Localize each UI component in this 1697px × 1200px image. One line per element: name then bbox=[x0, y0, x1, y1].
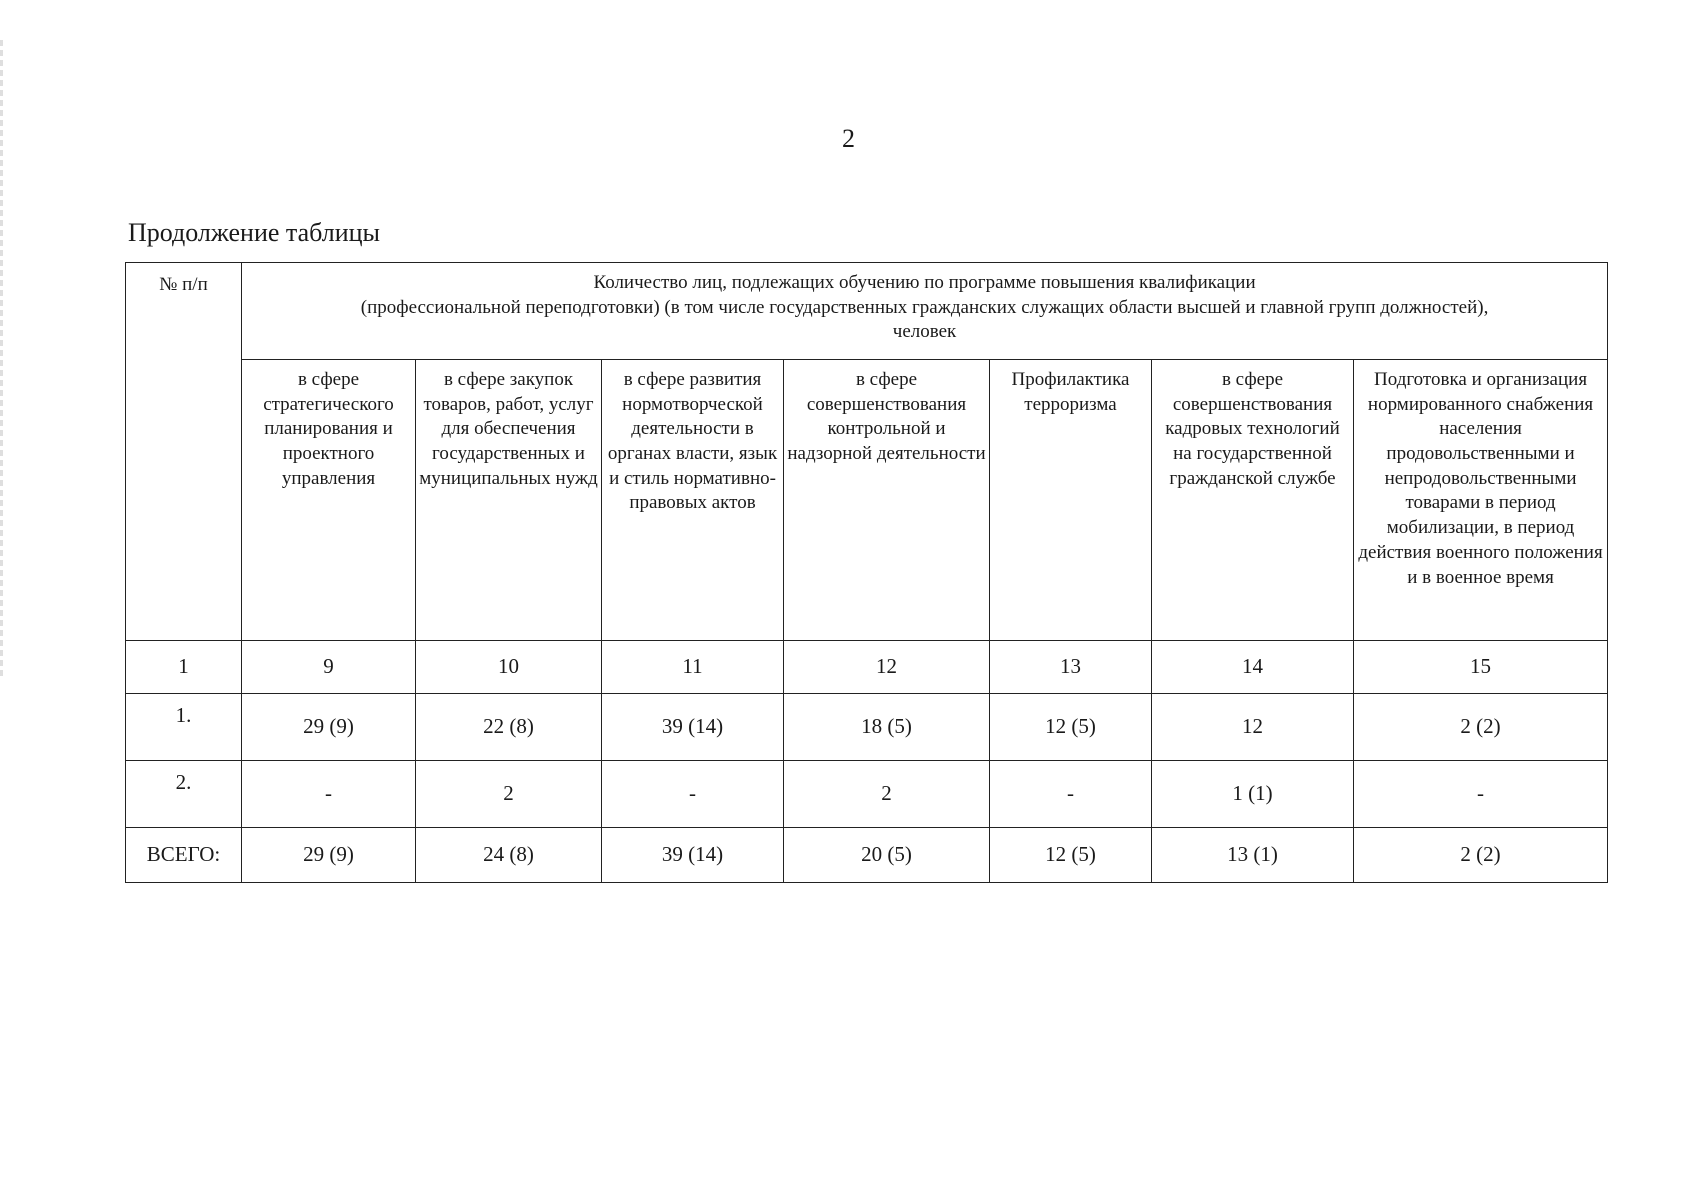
total-cell: 39 (14) bbox=[602, 828, 784, 883]
table-cell: - bbox=[242, 761, 416, 828]
sub-header-hr-technologies: в сфере совершенствования кадровых технологий на государственной гражданской службе bbox=[1152, 360, 1354, 641]
table-cell: 39 (14) bbox=[602, 694, 784, 761]
table-cell: - bbox=[990, 761, 1152, 828]
table-cell: 2 bbox=[416, 761, 602, 828]
column-number: 1 bbox=[126, 641, 242, 694]
main-header-line3: человек bbox=[892, 321, 957, 343]
total-cell: 29 (9) bbox=[242, 828, 416, 883]
sub-header-mobilization-supply: Подготовка и организация нормированного снабжения населения продовольственными и непродовольственными товарами в период мобилизации, в период действия военного положения и в военное время bbox=[1354, 360, 1608, 641]
table-cell: 12 (5) bbox=[990, 694, 1152, 761]
table-cell: 12 bbox=[1152, 694, 1354, 761]
header-row-main bbox=[126, 263, 1608, 360]
row-label: 1. bbox=[126, 694, 242, 761]
page-number: 2 bbox=[842, 124, 855, 153]
column-number-row bbox=[126, 641, 1608, 694]
table-cell: 18 (5) bbox=[784, 694, 990, 761]
total-cell: 12 (5) bbox=[990, 828, 1152, 883]
table-cell: 2 (2) bbox=[1354, 694, 1608, 761]
table-cell: 22 (8) bbox=[416, 694, 602, 761]
table-cell: 1 (1) bbox=[1152, 761, 1354, 828]
sub-header-procurement: в сфере закупок товаров, работ, услуг для обеспечения государственных и муниципальных нужд bbox=[416, 360, 602, 641]
total-label: ВСЕГО: bbox=[126, 828, 242, 883]
table-cell: 29 (9) bbox=[242, 694, 416, 761]
table-row bbox=[126, 694, 1608, 761]
sub-header-control-supervision: в сфере совершенствования контрольной и надзорной деятельности bbox=[784, 360, 990, 641]
table-caption: Продолжение таблицы bbox=[128, 218, 380, 247]
column-number: 14 bbox=[1152, 641, 1354, 694]
row-label: 2. bbox=[126, 761, 242, 828]
total-row bbox=[126, 828, 1608, 883]
sub-header-strategic-planning: в сфере стратегического планирования и проектного управления bbox=[242, 360, 416, 641]
header-row-sub bbox=[126, 360, 1608, 641]
main-header-line2: (профессиональной переподготовки) (в том числе государственных гражданских служащих области высшей и главной групп должностей), bbox=[360, 296, 1489, 318]
total-cell: 2 (2) bbox=[1354, 828, 1608, 883]
main-header bbox=[242, 263, 1608, 360]
column-number: 15 bbox=[1354, 641, 1608, 694]
table-cell: - bbox=[1354, 761, 1608, 828]
total-cell: 13 (1) bbox=[1152, 828, 1354, 883]
column-number: 11 bbox=[602, 641, 784, 694]
table-cell: - bbox=[602, 761, 784, 828]
column-number: 10 bbox=[416, 641, 602, 694]
col-num-header: № п/п bbox=[126, 263, 242, 641]
total-cell: 20 (5) bbox=[784, 828, 990, 883]
table-row bbox=[126, 761, 1608, 828]
table-cell: 2 bbox=[784, 761, 990, 828]
sub-header-terrorism-prevention: Профилактика терроризма bbox=[990, 360, 1152, 641]
total-cell: 24 (8) bbox=[416, 828, 602, 883]
column-number: 9 bbox=[242, 641, 416, 694]
column-number: 12 bbox=[784, 641, 990, 694]
column-number: 13 bbox=[990, 641, 1152, 694]
training-table bbox=[125, 262, 1608, 883]
sub-header-rulemaking: в сфере развития нормотворческой деятельности в органах власти, язык и стиль нормативно-правовых актов bbox=[602, 360, 784, 641]
main-header-line1: Количество лиц, подлежащих обучению по программе повышения квалификации bbox=[593, 272, 1256, 293]
